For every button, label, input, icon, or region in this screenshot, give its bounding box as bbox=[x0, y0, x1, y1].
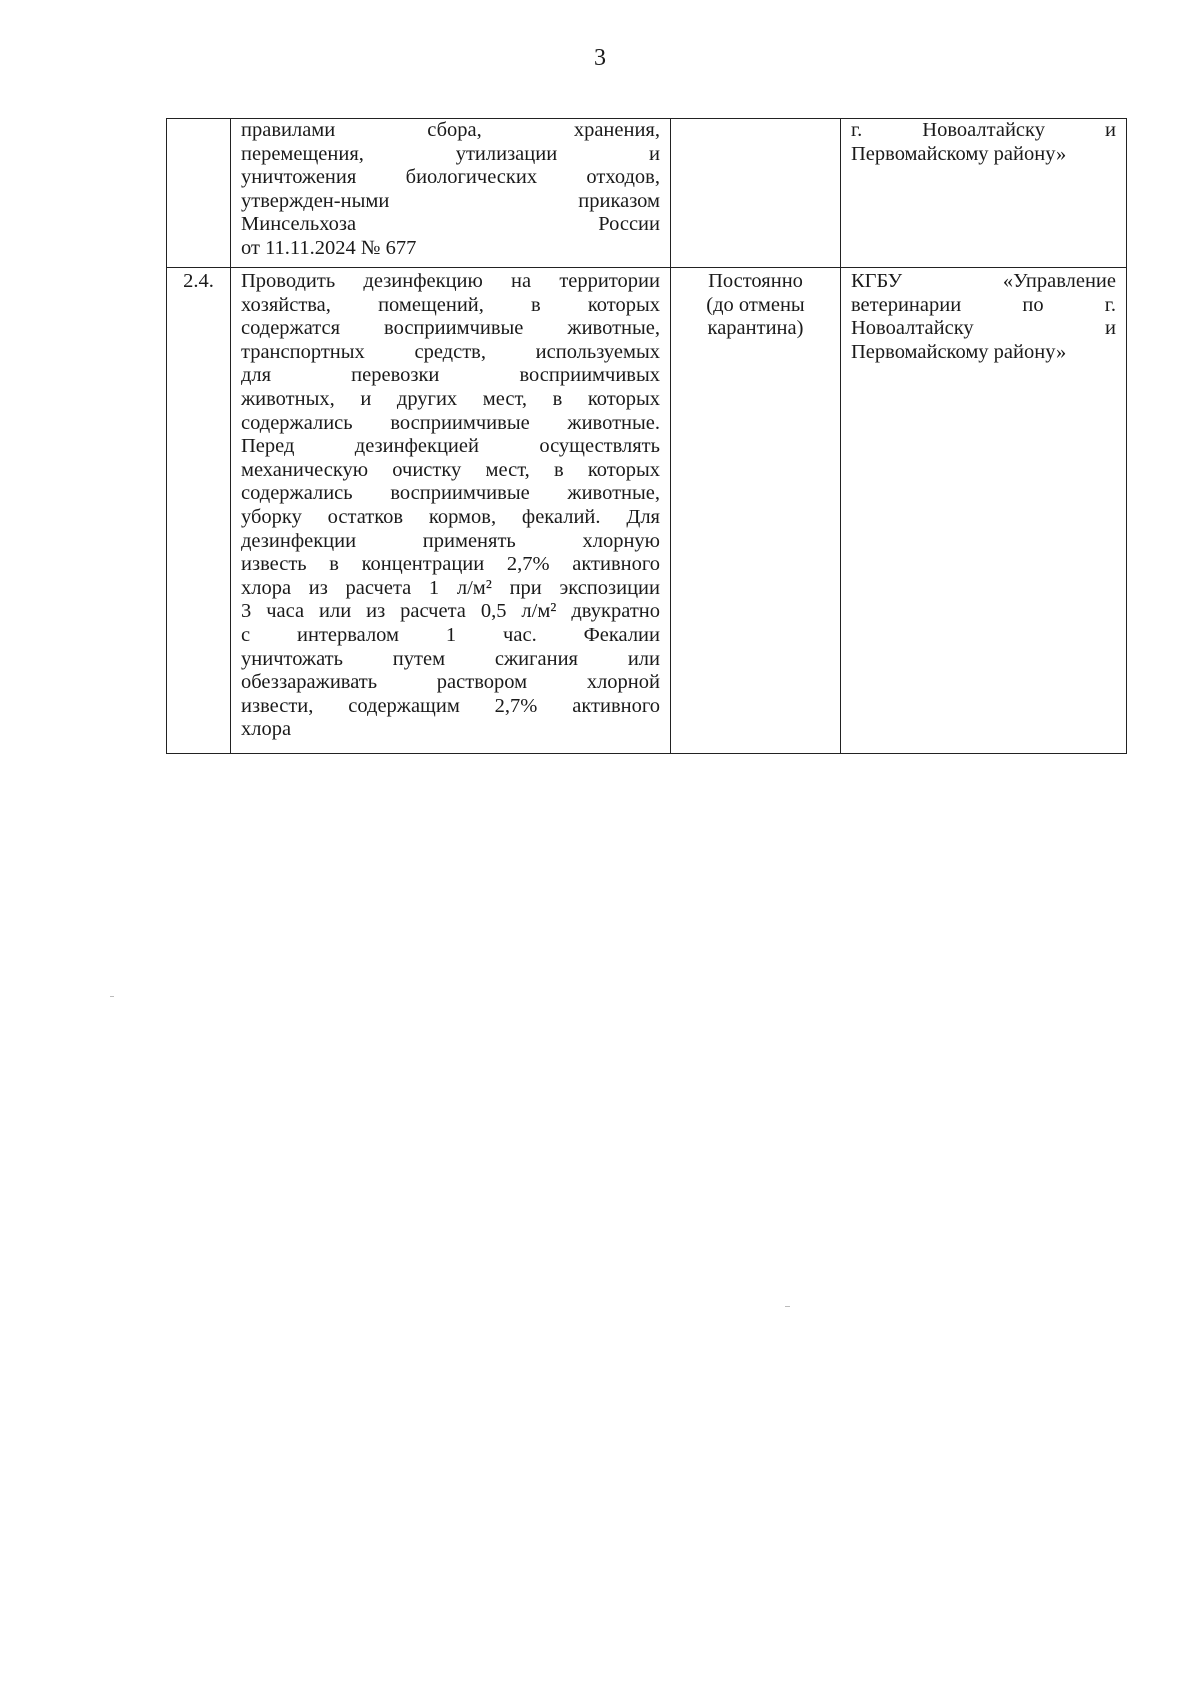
cell-text-line: Проводить дезинфекцию на территории bbox=[241, 270, 660, 292]
cell-text-line: правилами сбора, хранения, bbox=[241, 119, 660, 141]
table-row bbox=[167, 119, 1127, 268]
cell-text-line: хлора bbox=[241, 718, 292, 741]
cell-text-line: уборку остатков кормов, фекалий. Для bbox=[241, 505, 660, 528]
row-number-cell bbox=[167, 119, 231, 268]
table-row bbox=[167, 268, 1127, 754]
cell-text-line: известь в концентрации 2,7% активного bbox=[241, 553, 660, 576]
scan-mark bbox=[110, 996, 114, 997]
cell-text-line: уничтожать путем сжигания или bbox=[241, 647, 660, 670]
cell-text-line: обеззараживать раствором хлорной bbox=[241, 671, 660, 694]
responsible-cell bbox=[841, 119, 1127, 268]
document-table bbox=[166, 118, 1127, 754]
cell-text-line: хлора из расчета 1 л/м² при экспозиции bbox=[241, 576, 660, 599]
cell-text-line: извести, содержащим 2,7% активного bbox=[241, 694, 660, 717]
cell-text-line: Перед дезинфекцией осуществлять bbox=[241, 435, 660, 458]
cell-text-line: транспортных средств, используемых bbox=[241, 340, 660, 363]
cell-text-line: 3 часа или из расчета 0,5 л/м² двукратно bbox=[241, 600, 660, 623]
measure-description-cell bbox=[231, 268, 671, 754]
cell-text-line: перемещения, утилизации и bbox=[241, 142, 660, 165]
cell-text-line: с интервалом 1 час. Фекалии bbox=[241, 623, 660, 646]
cell-text-line: дезинфекции применять хлорную bbox=[241, 529, 660, 552]
row-number-cell: 2.4. bbox=[167, 268, 231, 754]
cell-text-line: утвержден-ными приказом bbox=[241, 189, 660, 212]
cell-text-line: от 11.11.2024 № 677 bbox=[241, 236, 417, 259]
cell-text-line: содержались восприимчивые животные, bbox=[241, 482, 660, 505]
cell-text-line: Первомайскому району» bbox=[851, 142, 1067, 165]
cell-text-line: г. Новоалтайску и bbox=[851, 119, 1116, 141]
cell-text-line: животных, и других мест, в которых bbox=[241, 387, 660, 410]
cell-text-line: Новоалтайску и bbox=[851, 317, 1116, 340]
cell-text-line: ветеринарии по г. bbox=[851, 293, 1116, 316]
page-number: 3 bbox=[594, 45, 606, 71]
deadline-cell bbox=[671, 268, 841, 754]
cell-text-line: механическую очистку мест, в которых bbox=[241, 458, 660, 481]
cell-text-line: Постоянно bbox=[708, 270, 803, 292]
cell-text-line: Первомайскому району» bbox=[851, 340, 1067, 363]
cell-text-line: Минсельхоза России bbox=[241, 213, 660, 236]
cell-text-line: КГБУ «Управление bbox=[851, 270, 1116, 292]
cell-text-line: (до отмены bbox=[706, 293, 805, 316]
scan-mark bbox=[785, 1306, 790, 1307]
measure-description-cell bbox=[231, 119, 671, 268]
responsible-cell bbox=[841, 268, 1127, 754]
cell-text-line: содержались восприимчивые животные. bbox=[241, 411, 660, 434]
cell-text-line: хозяйства, помещений, в которых bbox=[241, 293, 660, 316]
cell-text-line: содержатся восприимчивые животные, bbox=[241, 317, 660, 340]
deadline-cell bbox=[671, 119, 841, 268]
cell-text-line: уничтожения биологических отходов, bbox=[241, 166, 660, 189]
cell-text-line: для перевозки восприимчивых bbox=[241, 364, 660, 387]
cell-text-line: карантина) bbox=[707, 317, 804, 340]
